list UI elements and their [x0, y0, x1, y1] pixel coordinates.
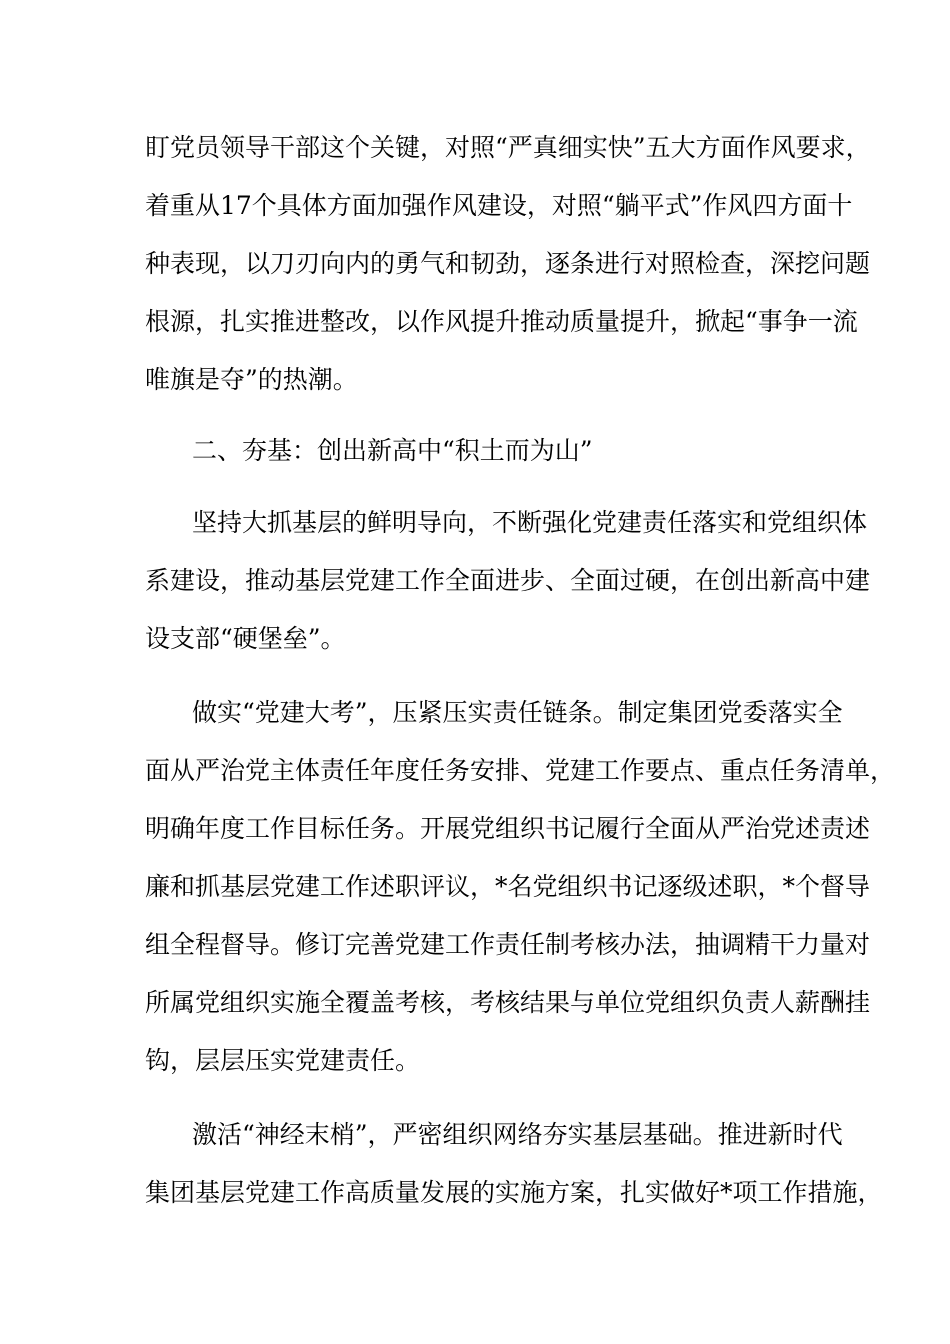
paragraph-line: 着重从17个具体方面加强作风建设，对照“躺平式”作风四方面十 [145, 191, 853, 220]
section-heading: 二、夯基：创出新高中“积土而为山” [192, 436, 593, 465]
paragraph-line: 做实“党建大考”，压紧压实责任链条。制定集团党委落实全 [192, 698, 843, 727]
paragraph-line: 种表现，以刀刃向内的勇气和韧劲，逐条进行对照检查，深挖问题 [145, 249, 871, 278]
paragraph-line: 面从严治党主体责任年度任务安排、党建工作要点、重点任务清单， [145, 756, 896, 785]
paragraph-line: 钩，层层压实党建责任。 [145, 1046, 421, 1075]
paragraph-line: 根源，扎实推进整改，以作风提升推动质量提升，掀起“事争一流 [145, 307, 858, 336]
paragraph-line: 系建设，推动基层党建工作全面进步、全面过硬，在创出新高中建 [145, 566, 871, 595]
paragraph-line: 激活“神经末梢”，严密组织网络夯实基层基础。推进新时代 [192, 1120, 843, 1149]
paragraph-line: 组全程督导。修订完善党建工作责任制考核办法，抽调精干力量对 [145, 930, 871, 959]
paragraph-line: 集团基层党建工作高质量发展的实施方案，扎实做好*项工作措施， [145, 1178, 883, 1207]
paragraph-line: 廉和抓基层党建工作述职评议，*名党组织书记逐级述职，*个督导 [145, 872, 871, 901]
paragraph-line: 盯党员领导干部这个关键，对照“严真细实快”五大方面作风要求， [145, 133, 871, 162]
paragraph-line: 明确年度工作目标任务。开展党组织书记履行全面从严治党述责述 [145, 814, 871, 843]
paragraph-line: 所属党组织实施全覆盖考核，考核结果与单位党组织负责人薪酬挂 [145, 988, 871, 1017]
paragraph-line: 设支部“硬堡垒”。 [145, 624, 346, 653]
paragraph-line: 坚持大抓基层的鲜明导向，不断强化党建责任落实和党组织体 [192, 508, 868, 537]
paragraph-line: 唯旗是夺”的热潮。 [145, 365, 358, 394]
